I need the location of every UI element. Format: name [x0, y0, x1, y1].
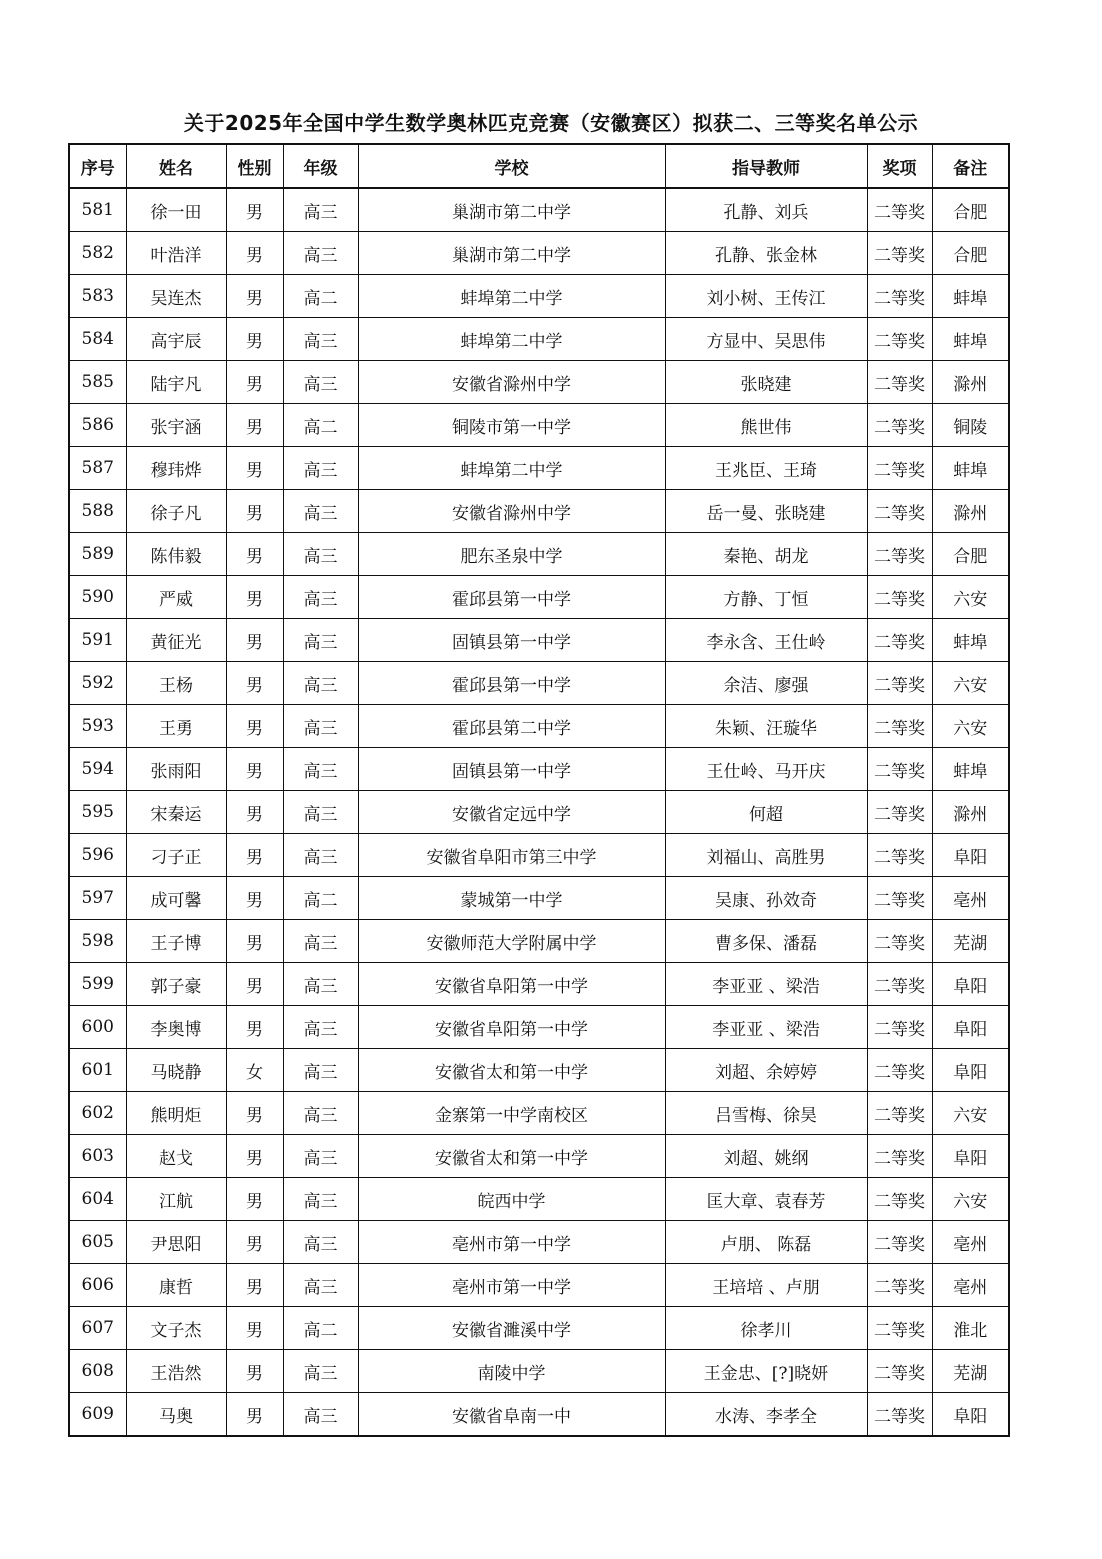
cell-serial: 597: [69, 877, 126, 920]
table-row: [69, 791, 1009, 834]
cell-serial: 604: [69, 1178, 126, 1221]
cell-name: 严威: [126, 576, 226, 619]
cell-name: 郭子豪: [126, 963, 226, 1006]
cell-grade: 高三: [283, 791, 358, 834]
cell-name: 宋秦运: [126, 791, 226, 834]
cell-name: 刁子正: [126, 834, 226, 877]
cell-school: 铜陵市第一中学: [358, 404, 665, 447]
cell-remark: 阜阳: [932, 963, 1009, 1006]
cell-award: 二等奖: [867, 232, 932, 275]
cell-remark: 阜阳: [932, 1049, 1009, 1092]
cell-remark: 六安: [932, 1178, 1009, 1221]
table-row: [69, 275, 1009, 318]
cell-remark: 滁州: [932, 490, 1009, 533]
cell-school: 固镇县第一中学: [358, 619, 665, 662]
cell-name: 马晓静: [126, 1049, 226, 1092]
table-row: [69, 1307, 1009, 1350]
cell-award: 二等奖: [867, 1350, 932, 1393]
cell-award: 二等奖: [867, 1178, 932, 1221]
cell-teacher: 余洁、廖强: [665, 662, 867, 705]
table-row: [69, 1221, 1009, 1264]
cell-name: 王杨: [126, 662, 226, 705]
cell-name: 成可馨: [126, 877, 226, 920]
cell-serial: 608: [69, 1350, 126, 1393]
cell-serial: 582: [69, 232, 126, 275]
cell-grade: 高三: [283, 361, 358, 404]
cell-gender: 男: [226, 232, 283, 275]
cell-grade: 高三: [283, 748, 358, 791]
cell-remark: 芜湖: [932, 1350, 1009, 1393]
cell-remark: 六安: [932, 662, 1009, 705]
col-header-award: 奖项: [867, 144, 932, 188]
cell-award: 二等奖: [867, 1049, 932, 1092]
table-row: [69, 447, 1009, 490]
cell-grade: 高三: [283, 1221, 358, 1264]
cell-name: 赵戈: [126, 1135, 226, 1178]
cell-serial: 596: [69, 834, 126, 877]
cell-remark: 阜阳: [932, 834, 1009, 877]
cell-award: 二等奖: [867, 748, 932, 791]
cell-serial: 588: [69, 490, 126, 533]
cell-grade: 高三: [283, 1264, 358, 1307]
cell-teacher: 曹多保、潘磊: [665, 920, 867, 963]
cell-teacher: 张晓建: [665, 361, 867, 404]
cell-school: 霍邱县第一中学: [358, 576, 665, 619]
cell-name: 熊明炬: [126, 1092, 226, 1135]
cell-serial: 589: [69, 533, 126, 576]
cell-serial: 607: [69, 1307, 126, 1350]
cell-serial: 601: [69, 1049, 126, 1092]
cell-serial: 581: [69, 188, 126, 232]
cell-school: 肥东圣泉中学: [358, 533, 665, 576]
cell-teacher: 王培培 、卢朋: [665, 1264, 867, 1307]
cell-remark: 阜阳: [932, 1006, 1009, 1049]
cell-grade: 高三: [283, 1092, 358, 1135]
cell-remark: 芜湖: [932, 920, 1009, 963]
document-title: 关于2025年全国中学生数学奥林匹克竞赛（安徽赛区）拟获二、三等奖名单公示: [183, 111, 919, 135]
cell-remark: 合肥: [932, 188, 1009, 232]
cell-award: 二等奖: [867, 705, 932, 748]
cell-name: 徐一田: [126, 188, 226, 232]
cell-gender: 男: [226, 1006, 283, 1049]
cell-grade: 高三: [283, 533, 358, 576]
cell-gender: 男: [226, 834, 283, 877]
cell-remark: 亳州: [932, 1221, 1009, 1264]
cell-gender: 男: [226, 1264, 283, 1307]
cell-gender: 男: [226, 1092, 283, 1135]
cell-serial: 590: [69, 576, 126, 619]
cell-grade: 高三: [283, 188, 358, 232]
table-header-row: [69, 144, 1009, 188]
cell-remark: 蚌埠: [932, 275, 1009, 318]
cell-serial: 606: [69, 1264, 126, 1307]
cell-teacher: 王兆臣、王琦: [665, 447, 867, 490]
cell-serial: 592: [69, 662, 126, 705]
cell-teacher: 刘超、姚纲: [665, 1135, 867, 1178]
cell-school: 安徽省阜南一中: [358, 1393, 665, 1437]
cell-grade: 高三: [283, 705, 358, 748]
cell-gender: 男: [226, 1221, 283, 1264]
cell-school: 蚌埠第二中学: [358, 447, 665, 490]
cell-serial: 598: [69, 920, 126, 963]
table-row: [69, 1092, 1009, 1135]
cell-name: 文子杰: [126, 1307, 226, 1350]
cell-teacher: 熊世伟: [665, 404, 867, 447]
table-row: [69, 1178, 1009, 1221]
cell-school: 固镇县第一中学: [358, 748, 665, 791]
cell-award: 二等奖: [867, 877, 932, 920]
cell-gender: 男: [226, 1135, 283, 1178]
cell-grade: 高三: [283, 1178, 358, 1221]
cell-grade: 高三: [283, 318, 358, 361]
col-header-teacher: 指导教师: [665, 144, 867, 188]
cell-remark: 蚌埠: [932, 748, 1009, 791]
cell-grade: 高二: [283, 877, 358, 920]
cell-gender: 女: [226, 1049, 283, 1092]
cell-gender: 男: [226, 576, 283, 619]
cell-grade: 高三: [283, 1393, 358, 1437]
cell-grade: 高三: [283, 1006, 358, 1049]
cell-grade: 高三: [283, 920, 358, 963]
cell-remark: 滁州: [932, 361, 1009, 404]
cell-grade: 高三: [283, 1350, 358, 1393]
cell-serial: 594: [69, 748, 126, 791]
cell-teacher: 何超: [665, 791, 867, 834]
cell-grade: 高三: [283, 232, 358, 275]
cell-grade: 高二: [283, 404, 358, 447]
cell-award: 二等奖: [867, 1307, 932, 1350]
cell-name: 徐子凡: [126, 490, 226, 533]
table-row: [69, 533, 1009, 576]
cell-school: 安徽省太和第一中学: [358, 1049, 665, 1092]
cell-award: 二等奖: [867, 963, 932, 1006]
cell-name: 江航: [126, 1178, 226, 1221]
table-row: [69, 490, 1009, 533]
cell-award: 二等奖: [867, 533, 932, 576]
cell-name: 王勇: [126, 705, 226, 748]
cell-school: 皖西中学: [358, 1178, 665, 1221]
cell-serial: 599: [69, 963, 126, 1006]
cell-school: 霍邱县第二中学: [358, 705, 665, 748]
cell-remark: 铜陵: [932, 404, 1009, 447]
cell-serial: 591: [69, 619, 126, 662]
cell-teacher: 匡大章、袁春芳: [665, 1178, 867, 1221]
cell-award: 二等奖: [867, 404, 932, 447]
cell-teacher: 方静、丁恒: [665, 576, 867, 619]
cell-award: 二等奖: [867, 1135, 932, 1178]
cell-school: 亳州市第一中学: [358, 1221, 665, 1264]
cell-gender: 男: [226, 447, 283, 490]
table-row: [69, 619, 1009, 662]
cell-school: 安徽省阜阳第一中学: [358, 1006, 665, 1049]
cell-grade: 高三: [283, 576, 358, 619]
col-header-serial: 序号: [69, 144, 126, 188]
cell-school: 南陵中学: [358, 1350, 665, 1393]
table-row: [69, 1135, 1009, 1178]
cell-award: 二等奖: [867, 188, 932, 232]
cell-award: 二等奖: [867, 1264, 932, 1307]
table-row: [69, 576, 1009, 619]
cell-remark: 阜阳: [932, 1135, 1009, 1178]
cell-gender: 男: [226, 1350, 283, 1393]
cell-gender: 男: [226, 188, 283, 232]
cell-school: 安徽省濉溪中学: [358, 1307, 665, 1350]
cell-teacher: 孔静、刘兵: [665, 188, 867, 232]
cell-remark: 亳州: [932, 1264, 1009, 1307]
cell-teacher: 吴康、孙效奇: [665, 877, 867, 920]
cell-award: 二等奖: [867, 490, 932, 533]
cell-grade: 高三: [283, 447, 358, 490]
table-row: [69, 920, 1009, 963]
cell-teacher: 孔静、张金林: [665, 232, 867, 275]
cell-school: 蚌埠第二中学: [358, 318, 665, 361]
cell-teacher: 吕雪梅、徐昊: [665, 1092, 867, 1135]
cell-name: 吴连杰: [126, 275, 226, 318]
cell-remark: 淮北: [932, 1307, 1009, 1350]
cell-name: 康哲: [126, 1264, 226, 1307]
award-list-table: [68, 143, 1010, 1437]
col-header-grade: 年级: [283, 144, 358, 188]
cell-award: 二等奖: [867, 576, 932, 619]
cell-award: 二等奖: [867, 1393, 932, 1437]
cell-school: 蒙城第一中学: [358, 877, 665, 920]
table-row: [69, 318, 1009, 361]
cell-name: 王子博: [126, 920, 226, 963]
cell-teacher: 徐孝川: [665, 1307, 867, 1350]
table-row: [69, 1264, 1009, 1307]
cell-school: 霍邱县第一中学: [358, 662, 665, 705]
cell-grade: 高二: [283, 275, 358, 318]
cell-grade: 高三: [283, 619, 358, 662]
cell-name: 张宇涵: [126, 404, 226, 447]
cell-name: 张雨阳: [126, 748, 226, 791]
cell-grade: 高三: [283, 490, 358, 533]
cell-gender: 男: [226, 318, 283, 361]
cell-award: 二等奖: [867, 920, 932, 963]
cell-teacher: 李永含、王仕岭: [665, 619, 867, 662]
cell-school: 安徽省滁州中学: [358, 490, 665, 533]
cell-award: 二等奖: [867, 791, 932, 834]
cell-name: 黄征光: [126, 619, 226, 662]
cell-award: 二等奖: [867, 834, 932, 877]
table-row: [69, 662, 1009, 705]
cell-name: 王浩然: [126, 1350, 226, 1393]
cell-school: 巢湖市第二中学: [358, 188, 665, 232]
cell-name: 叶浩洋: [126, 232, 226, 275]
table-row: [69, 705, 1009, 748]
cell-gender: 男: [226, 404, 283, 447]
cell-remark: 亳州: [932, 877, 1009, 920]
cell-remark: 阜阳: [932, 1393, 1009, 1437]
cell-gender: 男: [226, 877, 283, 920]
cell-school: 金寨第一中学南校区: [358, 1092, 665, 1135]
cell-school: 蚌埠第二中学: [358, 275, 665, 318]
cell-remark: 合肥: [932, 533, 1009, 576]
cell-gender: 男: [226, 275, 283, 318]
cell-gender: 男: [226, 490, 283, 533]
cell-gender: 男: [226, 619, 283, 662]
cell-remark: 合肥: [932, 232, 1009, 275]
col-header-name: 姓名: [126, 144, 226, 188]
table-row: [69, 1393, 1009, 1437]
table-row: [69, 1006, 1009, 1049]
table-body: [69, 188, 1009, 1436]
cell-serial: 585: [69, 361, 126, 404]
table-row: [69, 404, 1009, 447]
cell-serial: 605: [69, 1221, 126, 1264]
cell-school: 安徽省阜阳第一中学: [358, 963, 665, 1006]
cell-serial: 586: [69, 404, 126, 447]
cell-school: 安徽省滁州中学: [358, 361, 665, 404]
cell-grade: 高三: [283, 1135, 358, 1178]
table-row: [69, 834, 1009, 877]
cell-remark: 六安: [932, 1092, 1009, 1135]
cell-gender: 男: [226, 963, 283, 1006]
cell-teacher: 卢朋、 陈磊: [665, 1221, 867, 1264]
cell-name: 马奥: [126, 1393, 226, 1437]
cell-name: 李奥博: [126, 1006, 226, 1049]
cell-award: 二等奖: [867, 1092, 932, 1135]
cell-gender: 男: [226, 791, 283, 834]
cell-teacher: 水涛、李孝全: [665, 1393, 867, 1437]
cell-gender: 男: [226, 361, 283, 404]
cell-school: 安徽省定远中学: [358, 791, 665, 834]
cell-teacher: 李亚亚 、梁浩: [665, 1006, 867, 1049]
cell-teacher: 刘小树、王传江: [665, 275, 867, 318]
cell-grade: 高三: [283, 662, 358, 705]
cell-gender: 男: [226, 920, 283, 963]
cell-award: 二等奖: [867, 361, 932, 404]
cell-gender: 男: [226, 533, 283, 576]
cell-gender: 男: [226, 1178, 283, 1221]
cell-award: 二等奖: [867, 1006, 932, 1049]
cell-serial: 609: [69, 1393, 126, 1437]
cell-award: 二等奖: [867, 318, 932, 361]
cell-teacher: 岳一曼、张晓建: [665, 490, 867, 533]
cell-remark: 六安: [932, 576, 1009, 619]
cell-serial: 587: [69, 447, 126, 490]
cell-remark: 六安: [932, 705, 1009, 748]
cell-remark: 蚌埠: [932, 619, 1009, 662]
cell-grade: 高三: [283, 963, 358, 1006]
cell-gender: 男: [226, 705, 283, 748]
cell-grade: 高二: [283, 1307, 358, 1350]
cell-serial: 593: [69, 705, 126, 748]
cell-name: 陈伟毅: [126, 533, 226, 576]
cell-school: 巢湖市第二中学: [358, 232, 665, 275]
table-row: [69, 361, 1009, 404]
cell-teacher: 刘福山、高胜男: [665, 834, 867, 877]
table-row: [69, 1049, 1009, 1092]
cell-serial: 595: [69, 791, 126, 834]
cell-award: 二等奖: [867, 275, 932, 318]
cell-gender: 男: [226, 662, 283, 705]
cell-school: 安徽省太和第一中学: [358, 1135, 665, 1178]
cell-award: 二等奖: [867, 447, 932, 490]
table-row: [69, 188, 1009, 232]
cell-teacher: 秦艳、胡龙: [665, 533, 867, 576]
cell-school: 安徽师范大学附属中学: [358, 920, 665, 963]
cell-name: 陆宇凡: [126, 361, 226, 404]
cell-name: 穆玮烨: [126, 447, 226, 490]
table-row: [69, 232, 1009, 275]
cell-award: 二等奖: [867, 1221, 932, 1264]
cell-gender: 男: [226, 748, 283, 791]
table-row: [69, 877, 1009, 920]
cell-teacher: 刘超、余婷婷: [665, 1049, 867, 1092]
cell-teacher: 朱颖、汪璇华: [665, 705, 867, 748]
col-header-remark: 备注: [932, 144, 1009, 188]
cell-serial: 600: [69, 1006, 126, 1049]
table-row: [69, 963, 1009, 1006]
cell-school: 亳州市第一中学: [358, 1264, 665, 1307]
cell-remark: 蚌埠: [932, 318, 1009, 361]
cell-gender: 男: [226, 1393, 283, 1437]
cell-serial: 584: [69, 318, 126, 361]
col-header-gender: 性别: [226, 144, 283, 188]
cell-school: 安徽省阜阳市第三中学: [358, 834, 665, 877]
col-header-school: 学校: [358, 144, 665, 188]
cell-gender: 男: [226, 1307, 283, 1350]
cell-name: 高宇辰: [126, 318, 226, 361]
cell-grade: 高三: [283, 834, 358, 877]
cell-grade: 高三: [283, 1049, 358, 1092]
table-row: [69, 748, 1009, 791]
cell-award: 二等奖: [867, 662, 932, 705]
cell-teacher: 方显中、吴思伟: [665, 318, 867, 361]
cell-serial: 602: [69, 1092, 126, 1135]
cell-serial: 583: [69, 275, 126, 318]
cell-name: 尹思阳: [126, 1221, 226, 1264]
cell-teacher: 王仕岭、马开庆: [665, 748, 867, 791]
cell-teacher: 王金忠、[?]晓妍: [665, 1350, 867, 1393]
cell-remark: 蚌埠: [932, 447, 1009, 490]
cell-award: 二等奖: [867, 619, 932, 662]
table-row: [69, 1350, 1009, 1393]
cell-remark: 滁州: [932, 791, 1009, 834]
cell-serial: 603: [69, 1135, 126, 1178]
cell-teacher: 李亚亚 、梁浩: [665, 963, 867, 1006]
